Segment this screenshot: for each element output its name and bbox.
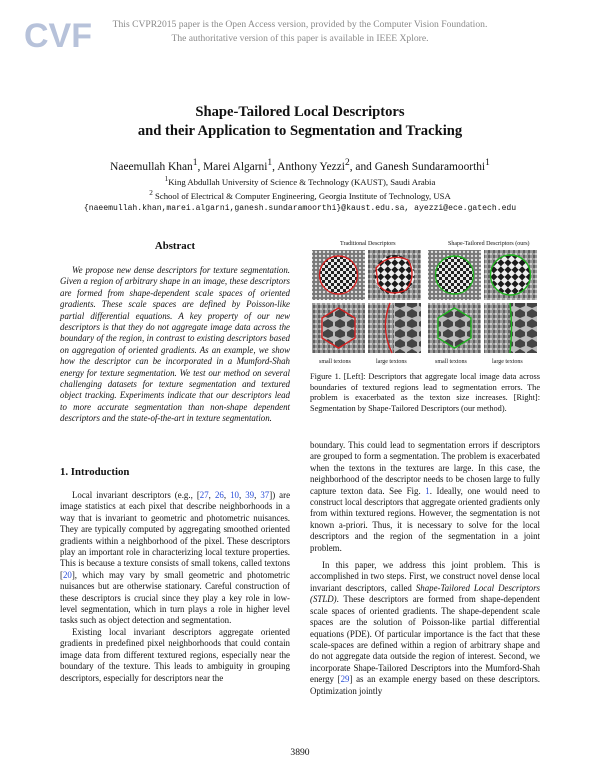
citation-27[interactable]: 27	[199, 490, 209, 500]
fig-sub-4: large textons	[492, 359, 523, 365]
banner-line-2: The authoritative version of this paper is available in IEEE Xplore.	[171, 33, 429, 44]
affiliation-2-text: School of Electrical & Computer Engineering, Georgia Institute of Technology, USA	[155, 190, 451, 201]
figure-label-traditional: Traditional Descriptors	[340, 241, 396, 247]
fig-panel-ours-large-1	[484, 250, 537, 300]
fig-sub-1: small textons	[319, 359, 351, 365]
intro-text	[60, 490, 290, 684]
figure-ref-1[interactable]: 1	[425, 485, 430, 496]
right-p2-a: In this paper, we address this joint problem. This is accomplished in two steps. First, we construct novel dense local invariant descriptors, called	[310, 560, 540, 593]
citation-39[interactable]: 39	[245, 490, 255, 500]
right-paragraph-2	[310, 560, 540, 697]
right-paragraph-1	[310, 440, 540, 554]
affiliation-1-text: King Abdullah University of Science & Technology (KAUST), Saudi Arabia	[168, 176, 436, 187]
author-3-sup: 2	[344, 158, 350, 168]
banner-line-1: This CVPR2015 paper is the Open Access version, provided by the Computer Vision Foundation.	[112, 19, 488, 30]
abstract-heading: Abstract	[154, 240, 196, 252]
author-4-sup: 1	[485, 158, 490, 168]
title-line-1: Shape-Tailored Local Descriptors	[195, 104, 405, 120]
affiliation-2-sup: 2	[149, 189, 153, 197]
author-4: Ganesh Sundaramoorthi	[374, 160, 486, 173]
intro-p1-c: ], which may vary by small geometric and photometric nuisances but are otherwise stationary. Careful construction of these descriptors is crucial since they play a key role in low-level segmentation, which in turn plays a role in higher level tasks such as object detection and segmentation.	[60, 569, 290, 626]
author-list: Naeemullah Khan$^1$, Marei Algarni$^1$, Anthony Yezzi$^2$, and Ganesh Sundaramoorthi$^1$	[110, 158, 490, 173]
intro-p1-a: Local invariant descriptors (e.g., [	[72, 490, 200, 500]
citation-29[interactable]: 29	[340, 674, 350, 685]
figure-1-caption: Figure 1. [Left]: Descriptors that aggregate local image data across boundaries of textured regions lead to segmentation errors. The problem is exacerbated as the texton size increases. [Right]: Segmentation by Shape-Tailored Descriptors (our method).	[310, 372, 540, 413]
right-p1-a: boundary. This could lead to segmentation errors if descriptors are grouped to form a segmentation. The problem is exacerbated when the textons in the textures are large. In this case, the neighborhood of the descriptor needs to be chosen large to fully capture texton data. See Fig.	[310, 440, 540, 496]
fig-panel-trad-large-2	[368, 303, 421, 353]
affiliation-1-sup: 1	[164, 175, 169, 183]
intro-paragraph-2: Existing local invariant descriptors aggregate oriented gradients in predefined pixel neighborhoods that could contain image data from different textured regions, especially near the boundary of the texture. This leads to ambiguity in grouping descriptors, especially for descriptors near the	[60, 626, 290, 683]
right-column-text	[310, 440, 540, 697]
affiliation-2	[0, 189, 600, 201]
title-line-2: and their Application to Segmentation and Tracking	[137, 123, 463, 139]
intro-p1-b: ]) are image statistics at each pixel that describe neighborhoods in a way that is invariant to geometric and photometric nuisances. They are typically computed by aggregating smoothed oriented gradients within a neighborhood of the pixel. These descriptors play an important role in characterizing local texture properties. This is because a texture consists of small tokens, called textons [	[60, 490, 291, 580]
cvf-logo-text: CVF	[24, 17, 92, 54]
fig-panel-trad-small-1	[312, 250, 365, 300]
right-p2-b: . These descriptors are formed from shape-dependent scale spaces of oriented gradients. The shape-dependent scale spaces are the solution of Poisson-like partial differential equations (PDE). Of particular importance is the fact that these scale-spaces are defined within a region of arbitrary shape and do not aggregate data outside the region of interest. Second, we incorporate Shape-Tailored Descriptors into the Mumford-Shah energy [	[310, 594, 540, 685]
fig-sub-3: small textons	[435, 359, 467, 365]
fig-sub-2: large textons	[376, 359, 407, 365]
intro-heading: 1. Introduction	[60, 466, 130, 478]
page-number: 3890	[290, 747, 310, 758]
intro-paragraph-1: Local invariant descriptors (e.g., [27, 26, 10, 39, 37]) are image statistics at each pixel that describe neighborhoods in a way that is invariant to geometric and photometric nuisances. They are typically computed by aggregating smoothed oriented gradients within a neighborhood of the pixel. These descriptors play an important role in characterizing local texture properties. This is because a texture consists of small tokens, called textons [20], which may vary by small geometric and photometric nuisances but are otherwise stationary. Careful construction of these descriptors is crucial since they play a key role in low-level segmentation, which in turn plays a role in higher level tasks such as object detection and segmentation.	[60, 490, 291, 626]
author-2-sup: 1	[267, 158, 273, 168]
paper-title	[0, 103, 600, 141]
author-1-sup: 1	[192, 158, 198, 168]
abstract-text	[60, 265, 290, 425]
fig-panel-ours-small-1	[428, 250, 481, 300]
fig-panel-ours-large-2	[484, 303, 537, 353]
fig-panel-trad-large-1	[368, 250, 421, 300]
right-p1-b: . Ideally, one would need to construct local descriptors that aggregate oriented gradients only from within textured regions. However, the segmentation is not known a-priori. Thus, it is necessary to solve for the local descriptors and the region of the segmentation in a joint problem.	[310, 485, 540, 553]
author-1: Naeemullah Khan	[110, 160, 193, 173]
right-p2-c: ] as an example energy based on these descriptors. Optimization jointly	[310, 674, 540, 696]
affiliation-1	[0, 175, 600, 187]
author-emails: {naeemullah.khan,marei.algarni,ganesh.sundaramoorthi}@kaust.edu.sa, ayezzi@ece.gatech.edu	[83, 204, 517, 213]
fig-panel-ours-small-2	[428, 303, 481, 353]
citation-10[interactable]: 10	[230, 490, 239, 500]
author-2: Marei Algarni	[203, 160, 268, 173]
author-3: Anthony Yezzi	[277, 160, 345, 173]
abstract-paragraph: We propose new dense descriptors for texture segmentation. Given a region of arbitrary shape in an image, these descriptors are formed from shape-dependent scale spaces of oriented gradients. These scale spaces are defined by Poisson-like partial differential equations. A key property of our new descriptors is that they do not aggregate image data across the boundary of the region, in contrast to existing descriptors based on aggregation of oriented gradients. As an example, we show how the descriptor can be incorporated in a Mumford-Shah energy for texture segmentation. We test our method on several challenging datasets for texture segmentation and textured object tracking. Experiments indicate that our descriptors lead to more accurate segmentation than non-shape dependent descriptors and the state-of-the-art in texture segmentation.	[60, 265, 290, 424]
figure-1	[310, 238, 540, 368]
right-p2-em: Shape-Tailored Local Descriptors (STLD)	[310, 582, 541, 605]
figure-label-ours: Shape-Tailored Descriptors (ours)	[448, 241, 530, 247]
citation-26[interactable]: 26	[214, 490, 224, 500]
citation-20[interactable]: 20	[62, 569, 72, 580]
citation-37[interactable]: 37	[260, 490, 270, 500]
fig-panel-trad-small-2	[312, 303, 365, 353]
